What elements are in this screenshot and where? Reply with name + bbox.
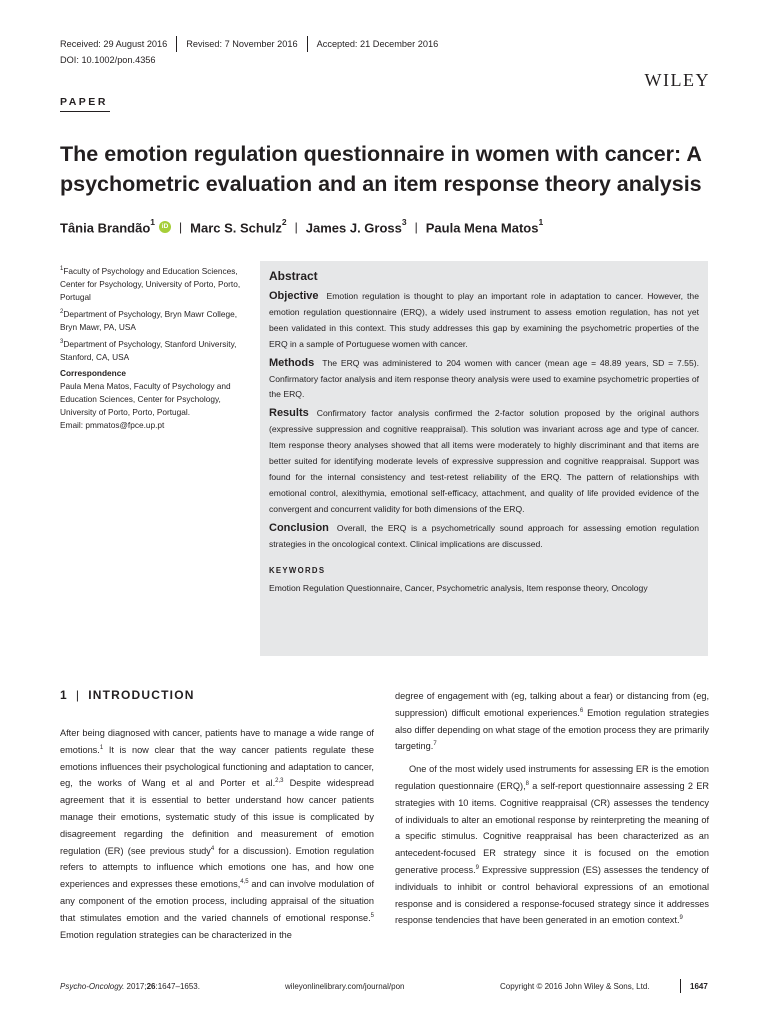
publisher-logo: WILEY (644, 70, 710, 90)
abstract-objective: Objective Emotion regulation is thought to play an important role in adaptation to cancer. However, the emotion regulation questionnaire (ERQ), a widely used instrument to assess emotion regulation, has not yet been validated in this context. This study addresses this gap by examining the psychometric properties of the ERQ in a sample of Portuguese women with cancer. (269, 290, 699, 349)
author-separator: | (294, 220, 298, 235)
author-list (60, 219, 543, 235)
body-paragraph: After being diagnosed with cancer, patients have to manage a wide range of emotions.$^1$ It is now clear that the way cancer patients regulate these emotions influences their psychological functioning and adaptation to cancer, eg, the works of Wang et al and Porter et al.$^{2,3}$ Despite widespread agreement that it is essential to better understand how cancer patients manage their emotions, systematic study of this issue is complicated by disagreement regarding the definition and measurement of emotion regulation (ER) (see previous study$^4$ for a discussion). Emotion regulation refers to attempts to influence which emotions one has, and how one experiences and expresses these emotions,$^{4,5}$ and can involve modulation of any component of the emotion process, including appraisal of the situation that stimulates emotion and the varied channels of emotional response.$^5$ Emotion regulation strategies can be characterized in the (60, 728, 374, 940)
correspondence-email[interactable]: Email: pmmatos@fpce.up.pt (60, 420, 165, 430)
author-separator: | (414, 220, 418, 235)
keywords-title: KEYWORDS (269, 565, 326, 575)
accepted-date: Accepted: 21 December 2016 (316, 39, 439, 49)
divider (176, 36, 177, 52)
affiliation: $^2$Department of Psychology, Bryn Mawr College, Bryn Mawr, PA, USA (60, 308, 238, 332)
orcid-icon[interactable]: iD (159, 221, 171, 233)
abstract-box (260, 261, 708, 656)
article-dates (60, 36, 438, 52)
correspondence-title: Correspondence (60, 368, 126, 378)
correspondence-text: Paula Mena Matos, Faculty of Psychology and Education Sciences, Center for Psychology, University of Porto, Porto, Portugal. (60, 381, 231, 417)
article-title: The emotion regulation questionnaire in women with cancer: A psychometric evaluation and an item response theory analysis (60, 142, 702, 196)
footer-citation: Psycho-Oncology. 2017;26:1647–1653. (60, 982, 200, 991)
abstract-heading: Abstract (269, 269, 318, 283)
doi[interactable]: DOI: 10.1002/pon.4356 (60, 55, 156, 65)
author-separator: | (179, 220, 183, 235)
received-date: Received: 29 August 2016 (60, 39, 168, 49)
author-name[interactable]: James J. Gross$^3$ (305, 217, 407, 236)
abstract-results: Results Confirmatory factor analysis confirmed the 2-factor solution proposed by the original authors (expressive suppression and cognitive reappraisal). This solution was invariant across age and type of cancer. Item response theory analyses showed that all items were moderately to highly discriminant and that items are better suited for identifying moderate levels of expressive suppression and cognitive reappraisal. Support was found for the internal consistency and test-retest reliability of the ERQ. The pattern of relationships with emotional control, alexithymia, emotional self-efficacy, attachment, and quality of life provided evidence of the convergent and concurrent validity for both dimensions of the ERQ. (269, 407, 699, 514)
correspondence (60, 367, 246, 432)
keywords-list: Emotion Regulation Questionnaire, Cancer, Psychometric analysis, Item response theory, Oncology (269, 582, 648, 593)
footer-url[interactable]: wileyonlinelibrary.com/journal/pon (285, 982, 405, 991)
revised-date: Revised: 7 November 2016 (186, 39, 298, 49)
divider (307, 36, 308, 52)
section-heading-introduction: 1 | INTRODUCTION (60, 688, 195, 702)
author-name[interactable]: Tânia Brandão$^1$ (60, 217, 156, 236)
abstract-conclusion: Conclusion Overall, the ERQ is a psychometrically sound approach for assessing emotion regulation strategies in the oncological context. Clinical implications are discussed. (269, 521, 699, 549)
body-column-left (60, 725, 374, 943)
body-paragraph: One of the most widely used instruments for assessing ER is the emotion regulation questionnaire (ERQ),$^8$ a self-report questionnaire assessing 2 ER strategies with 10 items. Cognitive reappraisal (CR) assesses the tendency of individuals to alter an emotional response by reinterpreting the meaning of a specific stimulus. Cognitive reappraisal has been characterized as an antecedent-focused ER strategy since it is focused on the emotion generative process.$^9$ Expressive suppression (ES) assesses the tendency of individuals to inhibit or control behavioral expressions of an emotional response and is considered a response-focused strategy since it addresses response tendencies that have been generated in an emotion context.$^9$ (395, 764, 709, 926)
author-name[interactable]: Marc S. Schulz$^2$ (190, 217, 287, 236)
section-label: PAPER (60, 96, 108, 108)
footer-copyright: Copyright © 2016 John Wiley & Sons, Ltd. (500, 982, 650, 991)
abstract-methods: Methods The ERQ was administered to 204 women with cancer (mean age = 48.89 years, SD = 7.55). Confirmatory factor analysis and item response theory analysis were used to examine psychometric properties of the ERQ. (269, 356, 699, 400)
affiliation: $^3$Department of Psychology, Stanford University, Stanford, CA, USA (60, 338, 237, 362)
page-number: 1647 (690, 982, 708, 991)
body-paragraph: degree of engagement with (eg, talking about a fear) or distancing from (eg, suppression) difficult emotional experiences.$^6$ Emotion regulation strategies also differ depending on what stage of the emotion process they are primarily targeting.$^7$ (395, 691, 709, 752)
author-name[interactable]: Paula Mena Matos$^1$ (425, 217, 544, 236)
footer-divider (680, 979, 681, 993)
body-column-right (395, 688, 709, 929)
affiliation: $^1$Faculty of Psychology and Education Sciences, Center for Psychology, University of Porto, Porto, Portugal (60, 265, 241, 302)
